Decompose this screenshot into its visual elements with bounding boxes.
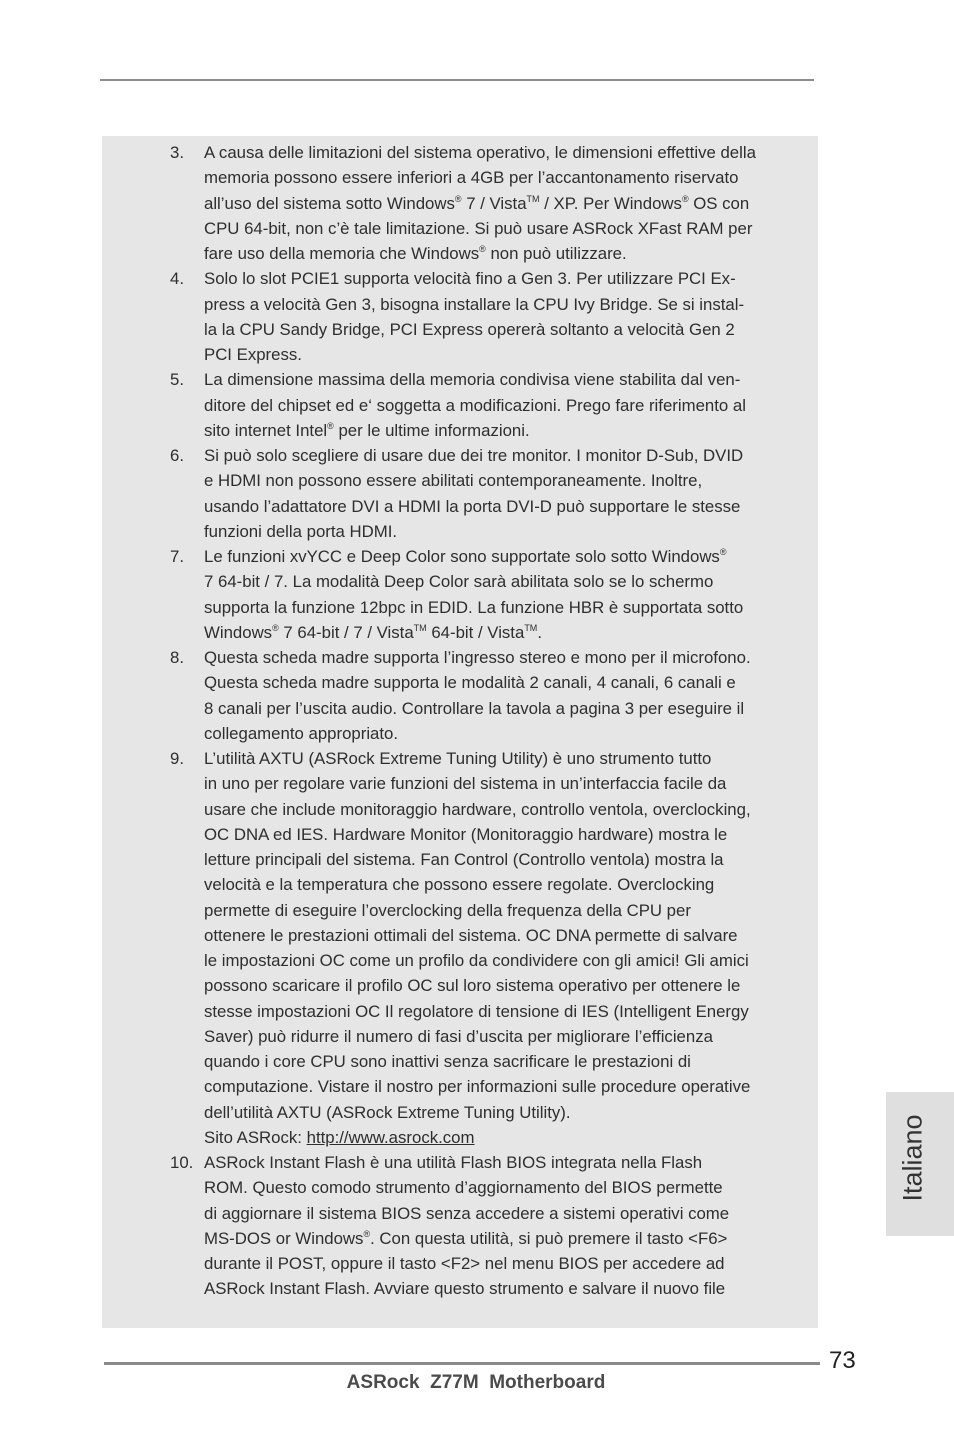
- language-tab-label: Italiano: [897, 1114, 928, 1202]
- note-text: le impostazioni OC come un profilo da condividere con gli amici! Gli amici: [204, 951, 749, 970]
- note-number: 7.: [170, 547, 184, 566]
- trademark-superscript: TM: [526, 193, 540, 204]
- asrock-website-link[interactable]: http://www.asrock.com: [306, 1127, 475, 1147]
- trademark-superscript: ®: [479, 244, 486, 254]
- note-text: Questa scheda madre supporta l’ingresso stereo e mono per il microfono.: [204, 648, 751, 667]
- note-item: [170, 645, 800, 746]
- note-text: Windows: [204, 622, 273, 642]
- note-text: usare che include monitoraggio hardware, controllo ventola, overclocking,: [204, 799, 751, 819]
- footer-rule: [104, 1362, 820, 1365]
- trademark-superscript: ®: [454, 193, 462, 204]
- note-line: [204, 1074, 800, 1099]
- note-line: [204, 468, 800, 493]
- note-text: ottenere le prestazioni ottimali del sistema. OC DNA permette di salvare: [204, 925, 738, 945]
- note-item: [170, 140, 800, 266]
- note-number: 10.: [170, 1153, 194, 1172]
- note-line: [204, 1100, 800, 1125]
- note-text: letture principali del sistema. Fan Control (Controllo ventola) mostra la: [204, 850, 724, 869]
- note-item: [170, 367, 800, 443]
- note-line: [204, 418, 800, 443]
- note-text: di aggiornare il sistema BIOS senza accedere a sistemi operativi come: [204, 1203, 730, 1223]
- note-number: 4.: [170, 269, 184, 289]
- note-line: [204, 1251, 800, 1276]
- note-line: [204, 1024, 800, 1049]
- note-line: [204, 645, 800, 670]
- note-text: quando i core CPU sono inattivi senza sacrificare le prestazioni di: [204, 1052, 691, 1071]
- note-body: [204, 1150, 800, 1302]
- note-text: . Con questa utilità, si può premere il tasto <F6>: [370, 1228, 728, 1248]
- note-line: [204, 595, 800, 620]
- trademark-superscript: TM: [524, 622, 538, 633]
- note-line: [204, 342, 800, 367]
- note-line: [204, 393, 800, 418]
- note-body: [204, 367, 800, 443]
- note-text: funzioni della porta HDMI.: [204, 521, 398, 541]
- note-line: [204, 1150, 800, 1175]
- note-line: [204, 847, 800, 872]
- note-text: usando l’adattatore DVI a HDMI la porta DVI-D può supportare le stesse: [204, 496, 741, 516]
- note-line: [204, 165, 800, 190]
- note-number: 8.: [170, 648, 184, 667]
- note-line: [204, 696, 800, 721]
- note-text: possono scaricare il profilo OC sul loro sistema operativo per ottenere le: [204, 976, 741, 996]
- note-line: [204, 670, 800, 695]
- note-line: [204, 898, 800, 923]
- note-number: 5.: [170, 370, 184, 390]
- note-text: stesse impostazioni OC Il regolatore di tensione di IES (Intelligent Energy: [204, 1001, 749, 1021]
- note-line: [204, 494, 800, 519]
- note-text: e HDMI non possono essere abilitati contemporaneamente. Inoltre,: [204, 471, 703, 491]
- note-text: ASRock Instant Flash. Avviare questo strumento e salvare il nuovo file: [204, 1279, 726, 1299]
- note-line: [204, 999, 800, 1024]
- top-rule: [100, 79, 814, 81]
- note-line: [204, 797, 800, 822]
- note-text: Solo lo slot PCIE1 supporta velocità fino a Gen 3. Per utilizzare PCI Ex-: [204, 269, 736, 289]
- note-text: Sito ASRock:: [204, 1127, 307, 1147]
- note-line: [204, 1276, 800, 1301]
- note-text: la la CPU Sandy Bridge, PCI Express opererà soltanto a velocità Gen 2: [204, 319, 735, 339]
- note-text: all’uso del sistema sotto Windows: [204, 193, 455, 213]
- note-line: [204, 292, 800, 317]
- note-body: [204, 544, 800, 645]
- note-line: [204, 140, 800, 165]
- note-line: [204, 923, 800, 948]
- note-text: / XP. Per Windows: [539, 193, 682, 213]
- trademark-superscript: ®: [363, 1228, 371, 1239]
- language-tab: [886, 1092, 954, 1236]
- note-text: PCI Express.: [204, 345, 302, 364]
- note-text: press a velocità Gen 3, bisogna installare la CPU Ivy Bridge. Se si instal-: [204, 294, 745, 314]
- note-item: [170, 1150, 800, 1302]
- note-line: [204, 241, 800, 266]
- trademark-superscript: ®: [327, 420, 334, 431]
- footer-title: ASRock Z77M Motherboard: [346, 1372, 606, 1393]
- note-line: [204, 367, 800, 392]
- note-body: [204, 443, 800, 544]
- trademark-superscript: ®: [681, 193, 689, 204]
- note-line: [204, 544, 800, 569]
- page-number: 73: [829, 1347, 856, 1374]
- note-item: [170, 746, 800, 1150]
- note-body: [204, 645, 800, 746]
- note-text: per le ultime informazioni.: [333, 420, 530, 440]
- note-text: dell’utilità AXTU (ASRock Extreme Tuning Utility).: [204, 1102, 571, 1122]
- note-line: [204, 569, 800, 594]
- note-item: [170, 544, 800, 645]
- note-line: [204, 519, 800, 544]
- trademark-superscript: TM: [413, 622, 427, 633]
- note-text: durante il POST, oppure il tasto <F2> nel menu BIOS per accedere ad: [204, 1254, 725, 1273]
- note-text: 7 64-bit / 7. La modalità Deep Color sarà abilitata solo se lo schermo: [204, 572, 714, 592]
- note-text: L’utilità AXTU (ASRock Extreme Tuning Utility) è uno strumento tutto: [204, 749, 712, 768]
- note-line: [204, 317, 800, 342]
- note-line: [204, 620, 800, 645]
- note-text: 64-bit / Vista: [426, 622, 525, 642]
- note-text: computazione. Vistare il nostro per informazioni sulle procedure operative: [204, 1077, 751, 1097]
- note-text: CPU 64-bit, non c’è tale limitazione. Si può usare ASRock XFast RAM per: [204, 218, 753, 238]
- note-text: ditore del chipset ed e‘ soggetta a modificazioni. Prego fare riferimento al: [204, 395, 746, 415]
- note-line: [204, 948, 800, 973]
- note-line: [204, 1049, 800, 1074]
- note-text: sito internet Intel: [204, 420, 328, 440]
- note-text: ASRock Instant Flash è una utilità Flash BIOS integrata nella Flash: [204, 1153, 703, 1172]
- note-text: collegamento appropriato.: [204, 723, 399, 743]
- note-text: La dimensione massima della memoria condivisa viene stabilita dal ven-: [204, 370, 741, 390]
- note-text: A causa delle limitazioni del sistema operativo, le dimensioni effettive della: [204, 143, 756, 162]
- note-text: in uno per regolare varie funzioni del sistema in un’interfaccia facile da: [204, 774, 727, 794]
- note-text: permette di eseguire l’overclocking della frequenza della CPU per: [204, 900, 691, 920]
- note-number: 9.: [170, 749, 184, 768]
- note-text: ROM. Questo comodo strumento d’aggiornamento del BIOS permette: [204, 1178, 723, 1198]
- note-line: [204, 1175, 800, 1200]
- note-text: .: [537, 622, 542, 642]
- note-text: 7 / Vista: [461, 193, 527, 213]
- note-line: [204, 1226, 800, 1251]
- note-text: memoria possono essere inferiori a 4GB per l’accantonamento riservato: [204, 168, 739, 188]
- note-line: [204, 191, 800, 216]
- note-line: [204, 216, 800, 241]
- note-line: [204, 1125, 800, 1150]
- note-text: OC DNA ed IES. Hardware Monitor (Monitoraggio hardware) mostra le: [204, 824, 728, 844]
- note-line: [204, 721, 800, 746]
- trademark-superscript: ®: [719, 547, 727, 557]
- note-text: OS con: [688, 193, 750, 213]
- note-text: Questa scheda madre supporta le modalità 2 canali, 4 canali, 6 canali e: [204, 673, 736, 693]
- note-body: [204, 266, 800, 367]
- note-body: [204, 746, 800, 1150]
- note-line: [204, 1201, 800, 1226]
- note-body: [204, 140, 800, 266]
- note-line: [204, 822, 800, 847]
- note-text: supporta la funzione 12bpc in EDID. La funzione HBR è supportata sotto: [204, 597, 744, 617]
- notes-list: [170, 140, 800, 1302]
- note-line: [204, 771, 800, 796]
- note-line: [204, 746, 800, 771]
- note-text: Le funzioni xvYCC e Deep Color sono supportate solo sotto Windows: [204, 547, 720, 566]
- note-text: 7 64-bit / 7 / Vista: [278, 622, 414, 642]
- note-text: Si può solo scegliere di usare due dei tre monitor. I monitor D-Sub, DVID: [204, 446, 744, 465]
- note-line: [204, 266, 800, 291]
- note-text: velocità e la temperatura che possono essere regolate. Overclocking: [204, 875, 715, 895]
- trademark-superscript: ®: [272, 622, 279, 633]
- note-text: Saver) può ridurre il numero di fasi d’uscita per migliorare l’efficienza: [204, 1026, 713, 1046]
- note-item: [170, 443, 800, 544]
- note-line: [204, 973, 800, 998]
- note-number: 6.: [170, 446, 184, 465]
- note-text: non può utilizzare.: [485, 244, 627, 263]
- note-line: [204, 872, 800, 897]
- note-text: fare uso della memoria che Windows: [204, 244, 480, 263]
- note-item: [170, 266, 800, 367]
- note-number: 3.: [170, 143, 184, 162]
- note-text: MS-DOS or Windows: [204, 1228, 364, 1248]
- note-text: 8 canali per l’uscita audio. Controllare la tavola a pagina 3 per eseguire il: [204, 698, 745, 718]
- note-line: [204, 443, 800, 468]
